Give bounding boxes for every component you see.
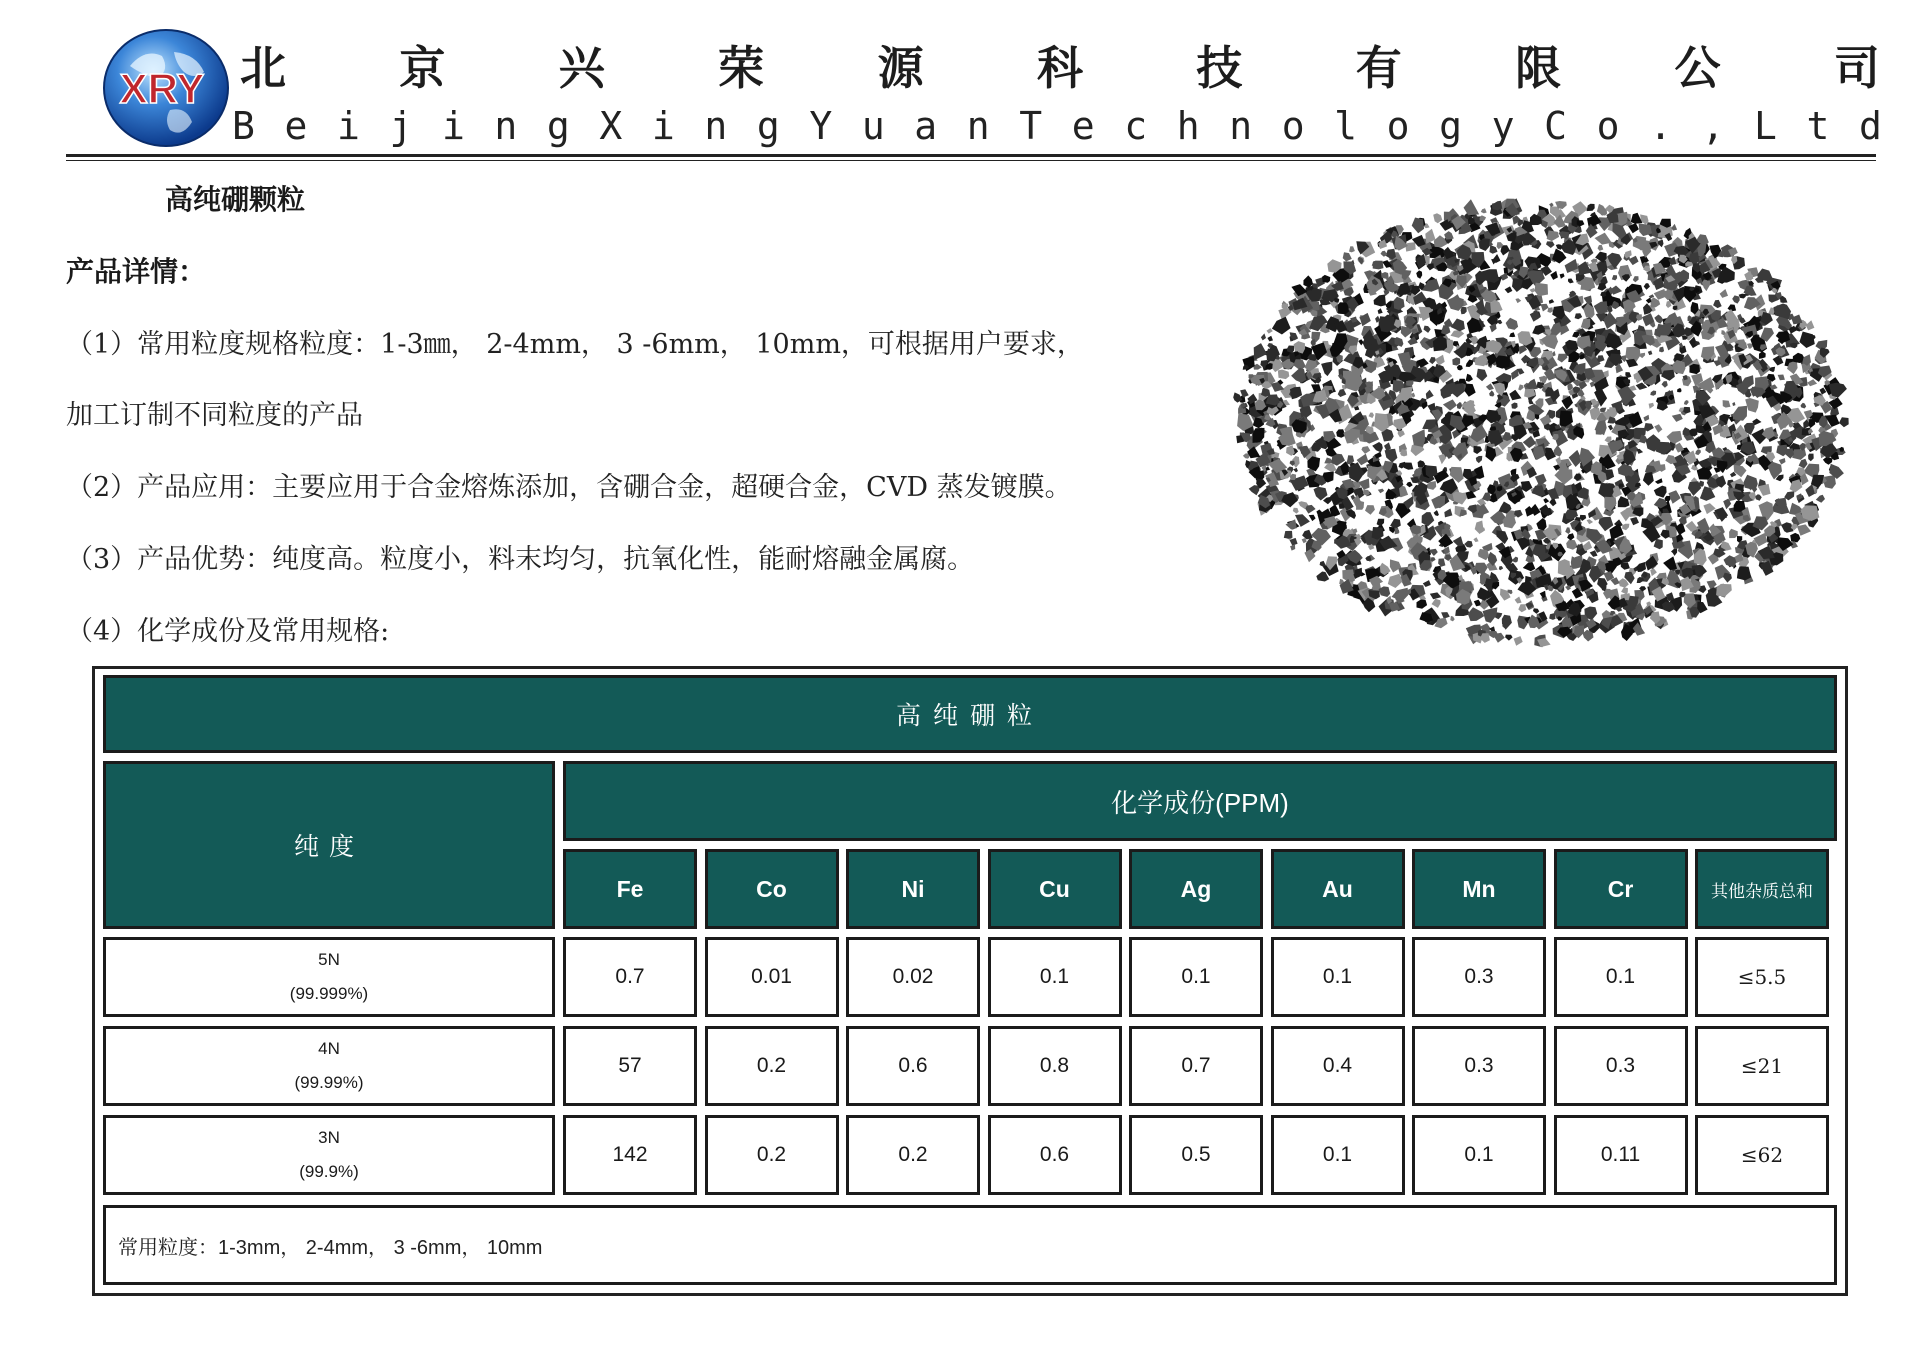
table-cell: 0.6 <box>846 1026 980 1106</box>
section-label: 产品详情： <box>66 255 207 288</box>
company-name-cn-char: 司 <box>1833 41 1880 95</box>
table-cell: 0.6 <box>988 1115 1122 1195</box>
table-cell: 0.1 <box>1271 1115 1405 1195</box>
company-name-en-char: i <box>336 104 360 148</box>
purity-cell <box>103 1115 555 1195</box>
company-name-en-char: n <box>966 104 990 148</box>
table-cell: 0.7 <box>563 937 697 1017</box>
company-name-cn-char: 京 <box>399 41 446 95</box>
product-title: 高纯硼颗粒 <box>165 183 306 216</box>
company-name-en-char: T <box>1019 104 1043 148</box>
company-name-cn-char: 有 <box>1355 41 1402 95</box>
table-cell: 0.1 <box>1271 937 1405 1017</box>
company-name-cn-char: 技 <box>1196 41 1243 95</box>
company-name-en-char: n <box>494 104 518 148</box>
column-header: Ag <box>1129 849 1263 929</box>
purity-cell <box>103 937 555 1017</box>
company-name-en-char: g <box>546 104 570 148</box>
company-name-en-char: Y <box>809 104 833 148</box>
table-cell: 0.2 <box>705 1026 839 1106</box>
column-header: 其他杂质总和 <box>1695 849 1829 929</box>
column-header: Co <box>705 849 839 929</box>
table-cell: 0.1 <box>1129 937 1263 1017</box>
company-name-en-char: l <box>1334 104 1358 148</box>
company-name-en-char: e <box>284 104 308 148</box>
paragraph-size-spec-cont: 加工订制不同粒度的产品 <box>66 400 363 431</box>
company-name-en-char: h <box>1176 104 1200 148</box>
table-cell: 57 <box>563 1026 697 1106</box>
chem-composition-header: 化学成份(PPM) <box>563 761 1837 841</box>
table-cell: 0.3 <box>1554 1026 1688 1106</box>
purity-percent: (99.9%) <box>299 1162 359 1181</box>
company-name-cn <box>240 30 1880 100</box>
table-cell: 0.3 <box>1412 937 1546 1017</box>
purity-grade: 5N <box>318 950 340 969</box>
paragraph-applications: （2）产品应用：主要应用于合金熔炼添加，含硼合金，超硬合金，CVD 蒸发镀膜。 <box>66 472 1072 503</box>
company-name-en-char: j <box>389 104 413 148</box>
company-name-en-char: g <box>756 104 780 148</box>
company-name-en-char: X <box>599 104 623 148</box>
company-name-en-char: e <box>1071 104 1095 148</box>
composition-table <box>92 666 1848 1296</box>
table-cell: ≤5.5 <box>1695 937 1829 1017</box>
column-header: Fe <box>563 849 697 929</box>
company-name-en-char: o <box>1596 104 1620 148</box>
header-rule-thin <box>66 160 1876 161</box>
company-name-cn-char: 源 <box>877 41 924 95</box>
purity-grade: 4N <box>318 1039 340 1058</box>
column-header: Cu <box>988 849 1122 929</box>
company-name-cn-char: 兴 <box>558 41 605 95</box>
company-name-cn-char: 荣 <box>718 41 765 95</box>
table-cell: 0.1 <box>1412 1115 1546 1195</box>
table-cell: 0.2 <box>846 1115 980 1195</box>
paragraph-composition: （4）化学成份及常用规格: <box>66 616 390 647</box>
table-cell: 0.01 <box>705 937 839 1017</box>
purity-header: 纯度 <box>103 761 555 929</box>
purity-percent: (99.99%) <box>294 1073 364 1092</box>
table-cell: 0.5 <box>1129 1115 1263 1195</box>
table-cell: 142 <box>563 1115 697 1195</box>
table-cell: 0.1 <box>1554 937 1688 1017</box>
table-title: 高纯硼粒 <box>103 675 1837 753</box>
column-header: Cr <box>1554 849 1688 929</box>
purity-cell <box>103 1026 555 1106</box>
table-cell: 0.1 <box>988 937 1122 1017</box>
company-name-en-char: , <box>1701 104 1725 148</box>
table-cell: 0.3 <box>1412 1026 1546 1106</box>
company-name-en-char: t <box>1806 104 1830 148</box>
company-name-en-char: n <box>704 104 728 148</box>
company-name-en-char: g <box>1439 104 1463 148</box>
company-name-en-char: i <box>651 104 675 148</box>
company-name-en-char: u <box>861 104 885 148</box>
company-name-cn-char: 北 <box>240 41 286 95</box>
paragraph-advantages: （3）产品优势：纯度高。粒度小，料末均匀，抗氧化性，能耐熔融金属腐。 <box>66 544 975 575</box>
table-cell: 0.02 <box>846 937 980 1017</box>
company-name-en-char: . <box>1649 104 1672 148</box>
column-header: Mn <box>1412 849 1546 929</box>
company-name-cn-char: 公 <box>1674 41 1721 95</box>
paragraph-size-spec: （1）常用粒度规格粒度：1-3㎜， 2-4mm， 3 -6mm， 10mm，可根据用户要求， <box>66 329 1084 360</box>
table-cell: ≤21 <box>1695 1026 1829 1106</box>
table-footer-sizes: 常用粒度：1-3mm， 2-4mm， 3 -6mm， 10mm <box>103 1205 1837 1285</box>
company-name-cn-char: 科 <box>1036 41 1083 95</box>
table-cell: 0.4 <box>1271 1026 1405 1106</box>
table-cell: ≤62 <box>1695 1115 1829 1195</box>
column-header: Ni <box>846 849 980 929</box>
table-cell: 0.8 <box>988 1026 1122 1106</box>
company-logo <box>100 26 238 150</box>
purity-grade: 3N <box>318 1128 340 1147</box>
company-name-en-char: c <box>1124 104 1148 148</box>
company-name-en-char: o <box>1281 104 1305 148</box>
company-name-en-char: o <box>1386 104 1410 148</box>
company-name-en-char: C <box>1544 104 1567 148</box>
company-name-en-char: a <box>914 104 938 148</box>
column-header: Au <box>1271 849 1405 929</box>
company-name-en-char: i <box>441 104 465 148</box>
table-cell: 0.2 <box>705 1115 839 1195</box>
header-rule-thick <box>66 154 1876 157</box>
table-cell: 0.11 <box>1554 1115 1688 1195</box>
boron-granules-photo <box>1220 178 1870 668</box>
table-cell: 0.7 <box>1129 1026 1263 1106</box>
company-name-en-char: n <box>1229 104 1253 148</box>
purity-percent: (99.999%) <box>289 984 369 1003</box>
company-name-cn-char: 限 <box>1515 41 1562 95</box>
company-name-en-char: y <box>1491 104 1515 148</box>
company-name-en <box>232 100 1882 152</box>
company-name-en-char: d <box>1859 104 1882 148</box>
company-name-en-char: B <box>232 104 255 148</box>
logo-text: XRY <box>119 65 205 112</box>
company-name-en-char: L <box>1754 104 1777 148</box>
